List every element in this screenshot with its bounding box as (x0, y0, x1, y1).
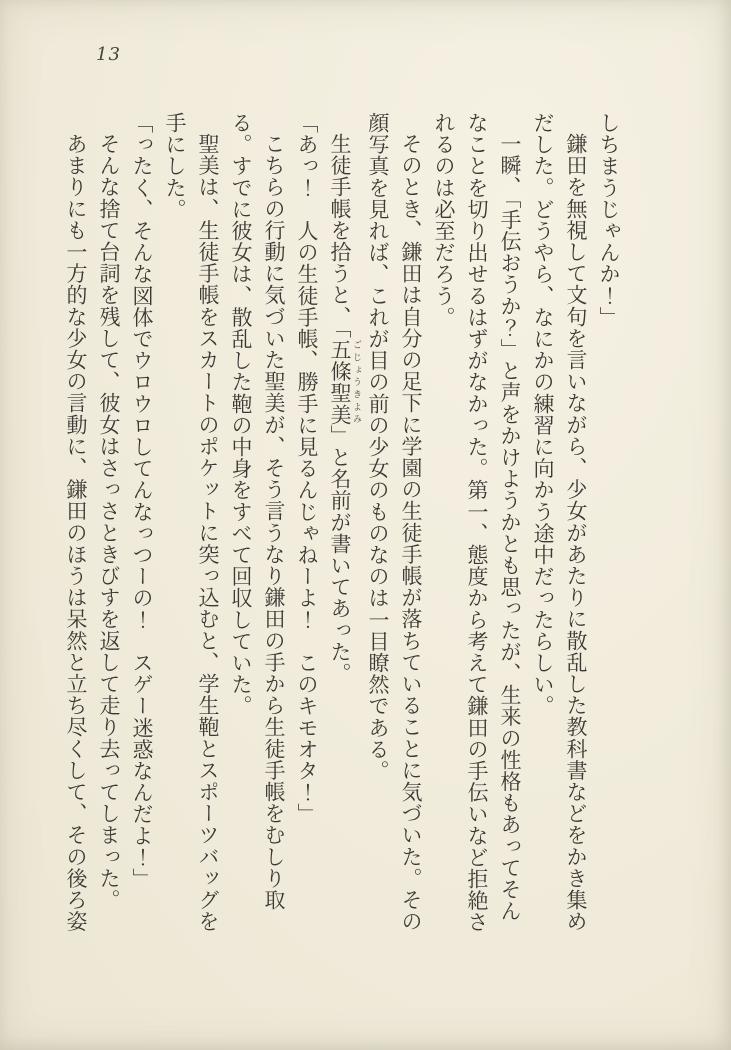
paragraph: 「ったく、そんな図体でウロウロしてんなっつーの！ スゲー迷惑なんだよ！」 (130, 112, 154, 890)
paragraph: 「あっ！ 人の生徒手帳、勝手に見るんじゃねーよ！ このキモオタ！」 (295, 112, 319, 825)
paragraph: そのとき、鎌田は自分の足下に学園の生徒手帳が落ちていることに気づいた。その顔写真を見れば、これが目の前の少女のものなのは一目瞭然である。 (366, 112, 423, 933)
text-block (59, 112, 625, 942)
paragraph: こちらの行動に気づいた聖美が、そう言うなり鎌田の手から生徒手帳をむしり取る。すでに彼女は、散乱した鞄の中身をすべて回収していた。 (229, 112, 286, 911)
paragraph: そんな捨て台詞を残して、彼女はさっさときびすを返して走り去ってしまった。 (97, 133, 121, 911)
paragraph: 一瞬、「手伝おうか？」と声をかけようかとも思ったが、生来の性格もあってそんなことを切り出せるはずがなかった。第一、態度から考えて鎌田の手伝いなど拒絶されるのは必至だろう。 (432, 112, 522, 933)
paragraph: しちまうじゃんか！」 (597, 112, 621, 328)
furigana-ruby: 五條聖美 ごじょうきよみ (328, 338, 361, 425)
paragraph: 生徒手帳を拾うと、「五條聖美 ごじょうきよみ」と名前が書いてあった。 (328, 133, 361, 685)
paragraph: 鎌田を無視して文句を言いながら、少女があたりに散乱した教科書などをかき集めだした。どうやら、なにかの練習に向かう途中だったらしい。 (531, 112, 588, 933)
page-number: 13 (96, 44, 121, 65)
paragraph: あまりにも一方的な少女の言動に、鎌田のほうは呆然と立ち尽くして、その後ろ姿 (64, 133, 88, 933)
paragraph: 聖美は、生徒手帳をスカートのポケットに突っ込むと、学生鞄とスポーツバッグを手にした。 (163, 112, 220, 933)
